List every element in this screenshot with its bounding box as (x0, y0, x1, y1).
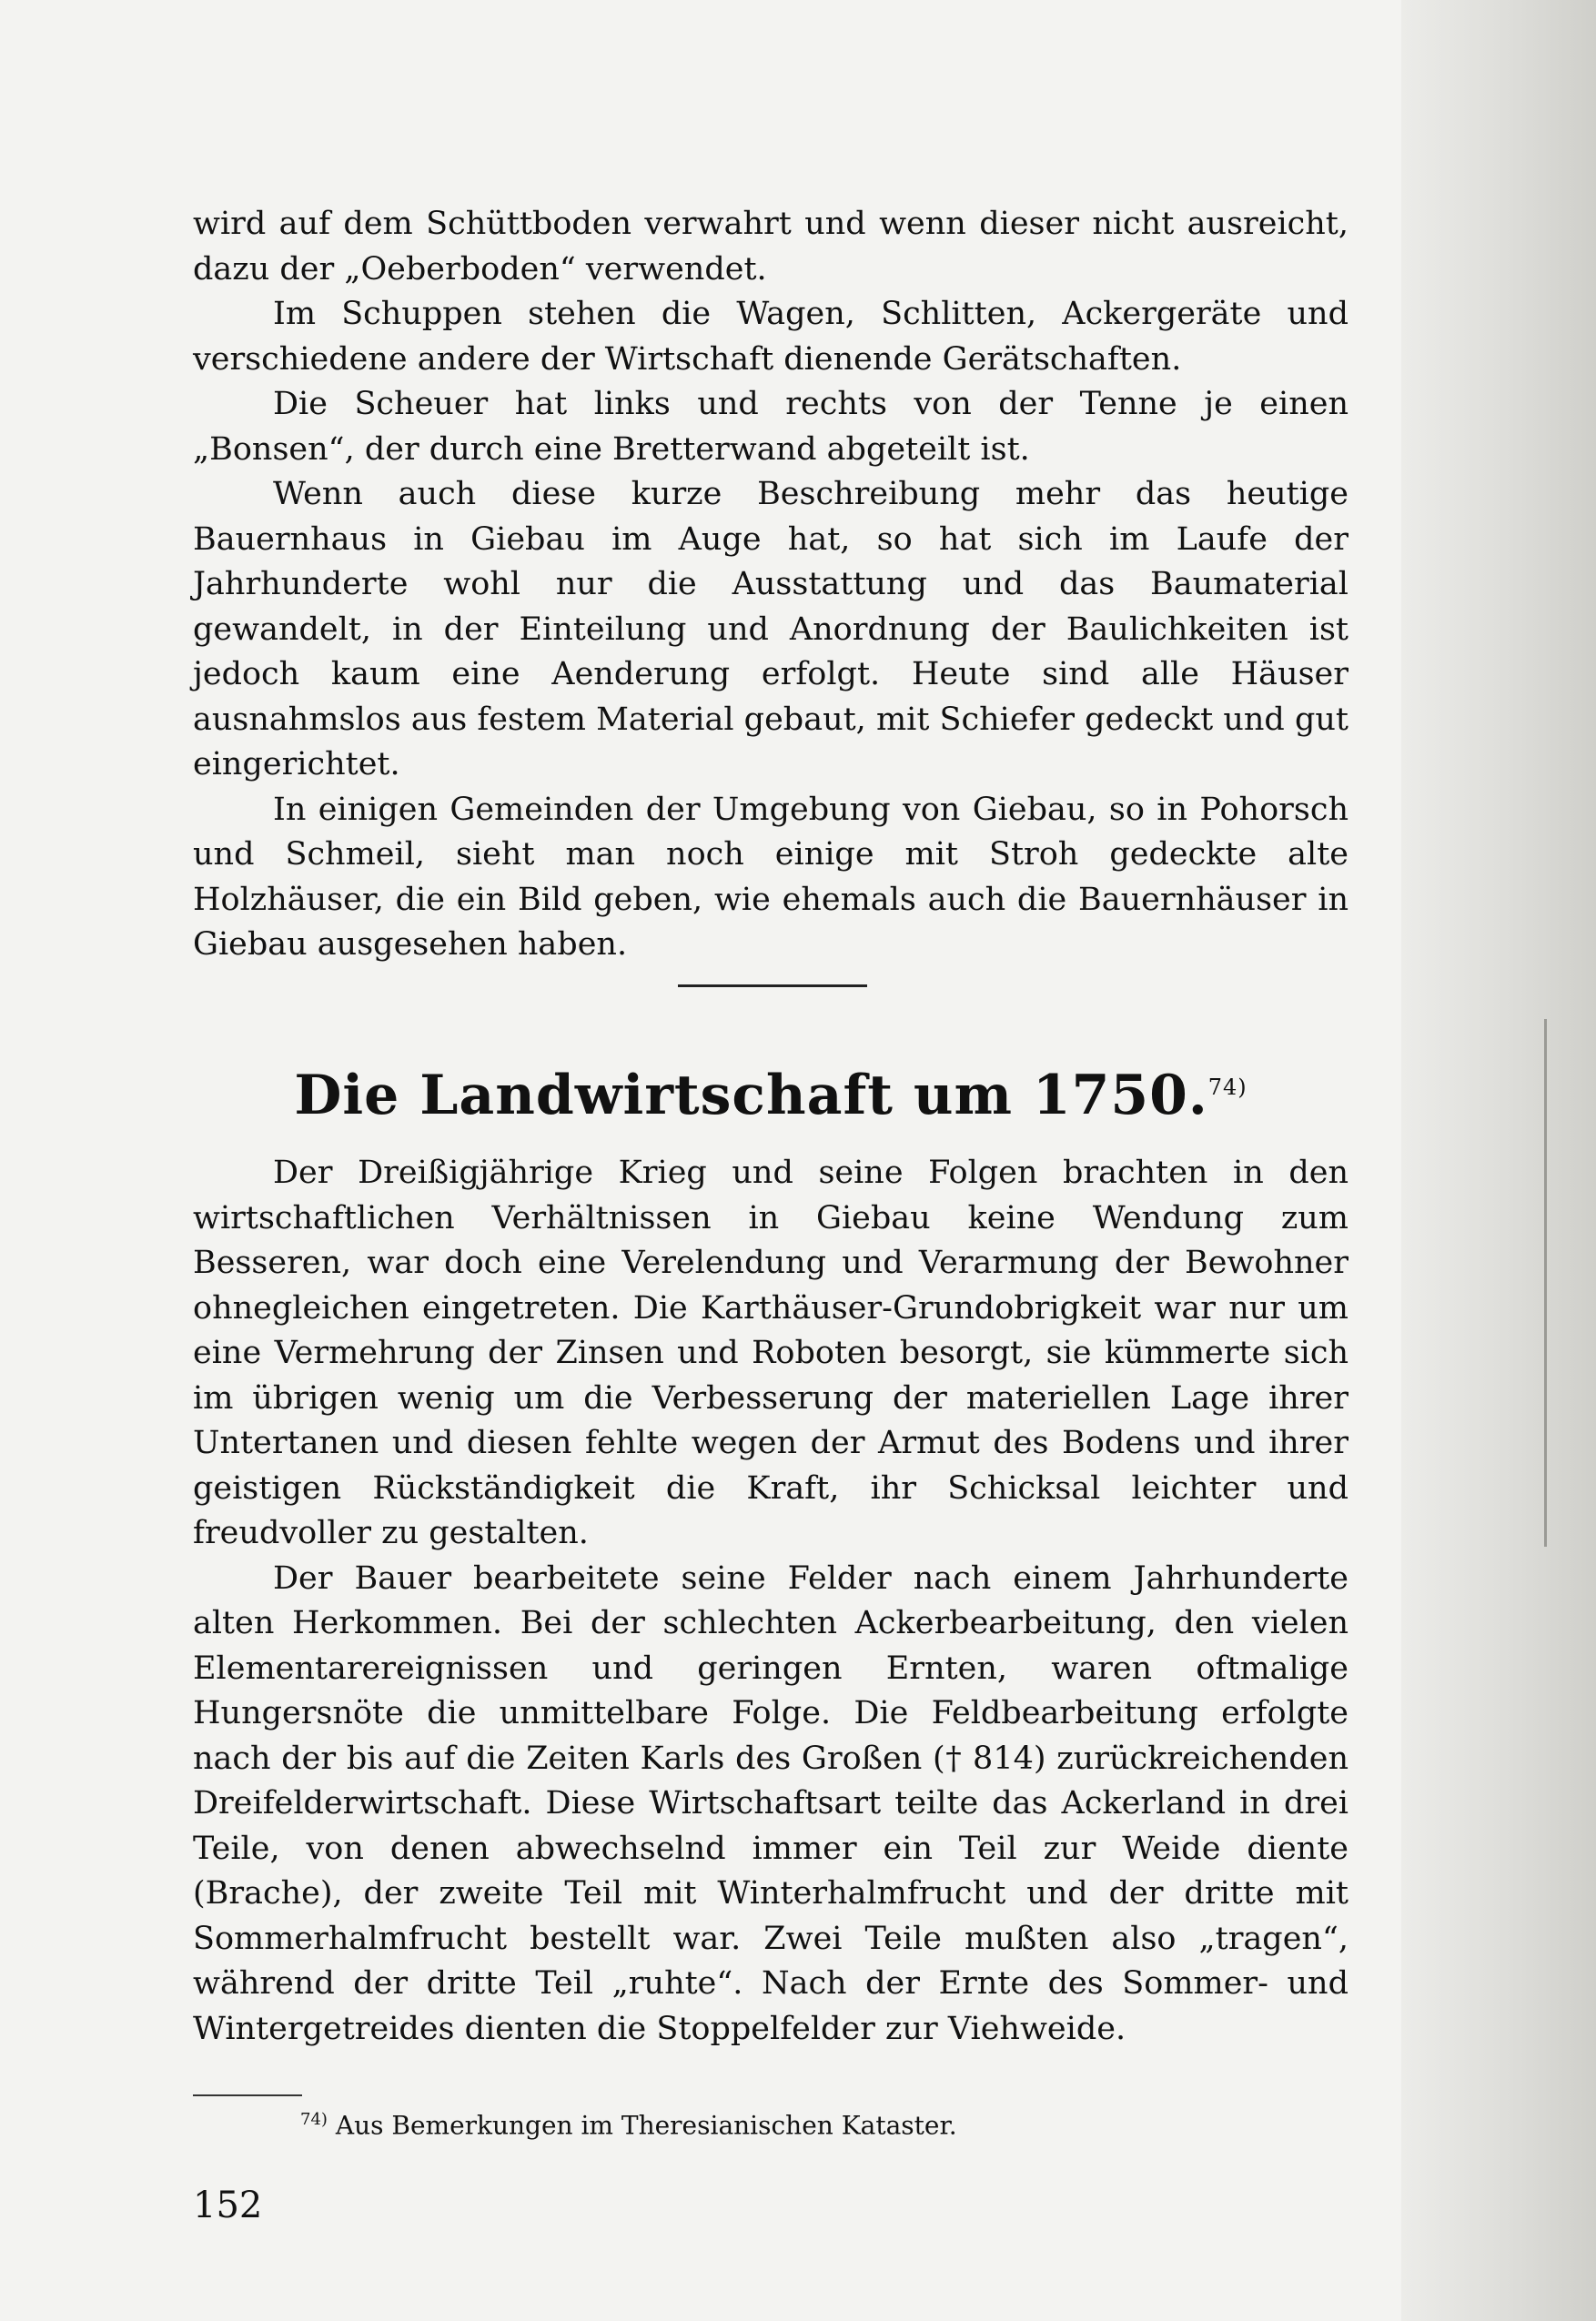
paragraph: wird auf dem Schüttboden verwahrt und wenn dieser nicht ausreicht, dazu der „Oeberboden“ verwendet. (193, 206, 1349, 288)
footnote-rule (193, 2094, 302, 2096)
page-number: 152 (193, 2185, 263, 2226)
page-edge-shadow (1401, 0, 1596, 2321)
footnote-marker: 74) (300, 2110, 328, 2129)
section-heading (193, 1055, 1349, 1127)
text-block-house (193, 202, 1349, 968)
heading-title: Die Landwirtschaft um 1750. (294, 1064, 1208, 1127)
paragraph: Im Schuppen stehen die Wagen, Schlitten, Ackergeräte und verschiedene andere der Wirtschaft dienende Gerätschaften. (193, 296, 1349, 378)
paragraph: Wenn auch diese kurze Beschreibung mehr das heutige Bauernhaus in Giebau im Auge hat, so hat sich im Laufe der Jahrhunderte wohl nur die Ausstattung und das Baumaterial gewandelt, in der Einteilung und Anordnung der Baulichkeiten ist jedoch kaum eine Aenderung erfolgt. Heute sind alle Häuser ausnahmslos aus festem Material gebaut, mit Schiefer gedeckt und gut eingerichtet. (193, 476, 1349, 782)
paragraph: Der Dreißigjährige Krieg und seine Folgen brachten in den wirtschaftlichen Verhältnissen in Giebau keine Wendung zum Besseren, war doch eine Verelendung und Verarmung der Bewohner ohnegleichen eingetreten. Die Karthäuser-Grundobrigkeit war nur um eine Vermehrung der Zinsen und Roboten besorgt, sie kümmerte sich im übrigen wenig um die Verbesserung der materiellen Lage ihrer Untertanen und diesen fehlte wegen der Armut des Bodens und ihrer geistigen Rückständigkeit die Kraft, ihr Schicksal leichter und freudvoller zu gestalten. (193, 1155, 1349, 1551)
paragraph: Die Scheuer hat links und rechts von der Tenne je einen „Bonsen“, der durch eine Bretterwand abgeteilt ist. (193, 386, 1349, 468)
footnote-text: Aus Bemerkungen im Theresianischen Kataster. (335, 2110, 957, 2141)
heading-footnote-ref: 74) (1207, 1075, 1248, 1100)
text-block-agriculture (193, 1151, 1349, 2052)
binding-edge-line (1544, 1019, 1547, 1547)
paragraph: In einigen Gemeinden der Umgebung von Giebau, so in Pohorsch und Schmeil, sieht man noch einige mit Stroh gedeckte alte Holzhäuser, die ein Bild geben, wie ehemals auch die Bauernhäuser in Giebau ausgesehen haben. (193, 791, 1349, 963)
section-divider (678, 984, 867, 987)
paragraph: Der Bauer bearbeitete seine Felder nach einem Jahrhunderte alten Herkommen. Bei der schlechten Ackerbearbeitung, den vielen Elementarereignissen und geringen Ernten, waren oftmalige Hungersnöte die unmittelbare Folge. Die Feldbearbeitung erfolgte nach der bis auf die Zeiten Karls des Großen († 814) zurückreichenden Dreifelderwirtschaft. Diese Wirtschaftsart teilte das Ackerland in drei Teile, von denen abwechselnd immer ein Teil zur Weide diente (Brache), der zweite Teil mit Winterhalmfrucht und der dritte mit Sommerhalmfrucht bestellt war. Zwei Teile mußten also „tragen“, während der dritte Teil „ruhte“. Nach der Ernte des Sommer- und Wintergetreides dienten die Stoppelfelder zur Viehweide. (193, 1559, 1349, 2047)
footnote (300, 2104, 1301, 2142)
